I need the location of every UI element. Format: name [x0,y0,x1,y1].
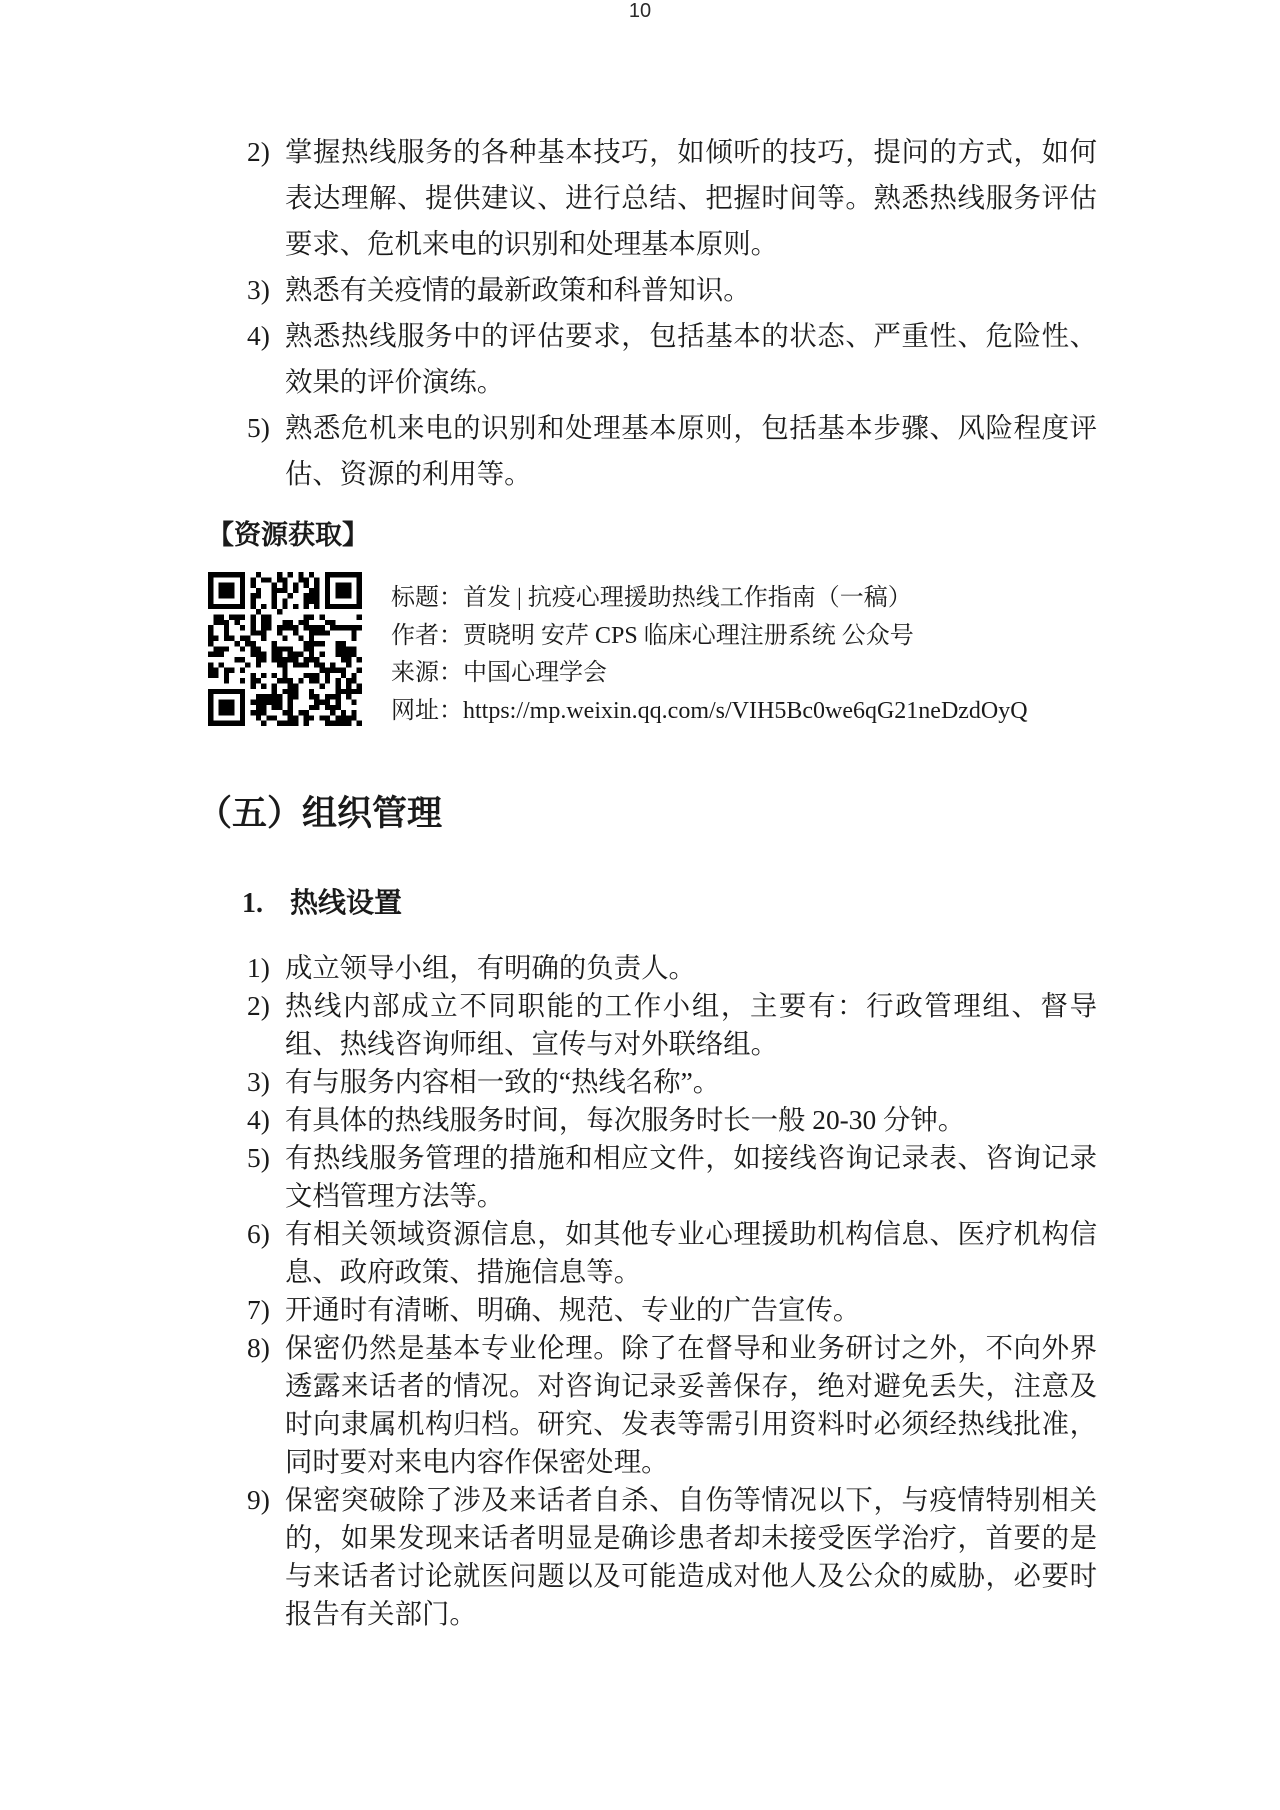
field-label: 来源： [391,660,463,686]
list-item [247,1063,1100,1101]
field-value: 中国心理学会 [463,660,607,686]
list-item-marker: 2) [247,991,270,1021]
list-item-marker: 2) [247,137,270,167]
list-item-marker: 1) [247,953,270,983]
field-value: 贾晓明 安芹 CPS 临床心理注册系统 公众号 [463,622,914,649]
list-item-marker: 6) [247,1219,270,1249]
field-label: 标题： [391,585,463,611]
resource-field [391,655,1028,693]
list-item [247,313,1100,405]
hotline-setup-list [247,949,1100,1633]
list-item-text: 开通时有清晰、明确、规范、专业的广告宣传。 [285,1295,861,1325]
list-item-text: 保密仍然是基本专业伦理。除了在督导和业务研讨之外，不向外界透露来话者的情况。对咨询记录妥善保存，绝对避免丢失，注意及时向隶属机构归档。研究、发表等需引用资料时必须经热线批准，同时要对来电内容作保密处理。 [285,1333,1097,1477]
list-item-text: 熟悉危机来电的识别和处理基本原则，包括基本步骤、风险程度评估、资源的利用等。 [285,413,1097,489]
list-item-marker: 5) [247,1143,270,1173]
list-item-marker: 5) [247,413,270,443]
list-item-marker: 3) [247,1067,270,1097]
field-label: 作者： [391,622,463,649]
resource-field [391,693,1028,731]
list-item-text: 有热线服务管理的措施和相应文件，如接线咨询记录表、咨询记录文档管理方法等。 [285,1143,1097,1211]
qr-code-image [208,572,362,726]
list-item [247,129,1100,267]
list-item [247,1291,1100,1329]
training-requirements-list [247,129,1100,497]
field-label: 网址： [391,697,463,724]
section-heading-organization-management: （五）组织管理 [197,794,443,833]
list-item-text: 热线内部成立不同职能的工作小组，主要有：行政管理组、督导组、热线咨询师组、宣传与对外联络组。 [285,991,1097,1059]
list-item [247,405,1100,497]
list-item [247,1101,1100,1139]
list-item [247,1139,1100,1215]
subsection-heading-hotline-setup [242,886,402,922]
list-item-marker: 7) [247,1295,270,1325]
subsection-title: 热线设置 [290,888,403,919]
subsection-marker: 1. [242,888,263,919]
list-item-text: 掌握热线服务的各种基本技巧，如倾听的技巧，提问的方式，如何表达理解、提供建议、进行总结、把握时间等。熟悉热线服务评估要求、危机来电的识别和处理基本原则。 [285,137,1097,259]
list-item-text: 熟悉有关疫情的最新政策和科普知识。 [285,275,751,305]
list-item [247,267,1100,313]
qr-code [208,572,362,726]
list-item-text: 有与服务内容相一致的“热线名称”。 [285,1067,721,1097]
list-item-marker: 4) [247,321,270,351]
field-value: 首发 | 抗疫心理援助热线工作指南（一稿） [463,585,912,611]
list-item [247,1481,1100,1633]
list-item-text: 有具体的热线服务时间，每次服务时长一般 20-30 分钟。 [285,1105,966,1135]
field-value: https://mp.weixin.qq.com/s/VIH5Bc0we6qG21neDzdOyQ [463,697,1028,724]
list-item-text: 熟悉热线服务中的评估要求，包括基本的状态、严重性、危险性、效果的评价演练。 [285,321,1097,397]
list-item-marker: 4) [247,1105,270,1135]
list-item-text: 有相关领域资源信息，如其他专业心理援助机构信息、医疗机构信息、政府政策、措施信息等。 [285,1219,1097,1287]
page-number: 10 [628,0,652,22]
list-item [247,1329,1100,1481]
resource-info [391,580,1028,730]
list-item-text: 成立领导小组，有明确的负责人。 [285,953,696,983]
list-item [247,987,1100,1063]
list-item [247,1215,1100,1291]
list-item-marker: 9) [247,1485,270,1515]
list-item-text: 保密突破除了涉及来话者自杀、自伤等情况以下，与疫情特别相关的，如果发现来话者明显是确诊患者却未接受医学治疗，首要的是与来话者讨论就医问题以及可能造成对他人及公众的威胁，必要时报告有关部门。 [285,1485,1097,1629]
list-item [247,949,1100,987]
list-item-marker: 3) [247,275,270,305]
list-item-marker: 8) [247,1333,270,1363]
resource-field [391,580,1028,618]
resource-section-heading: 【资源获取】 [207,520,369,550]
resource-field [391,618,1028,656]
